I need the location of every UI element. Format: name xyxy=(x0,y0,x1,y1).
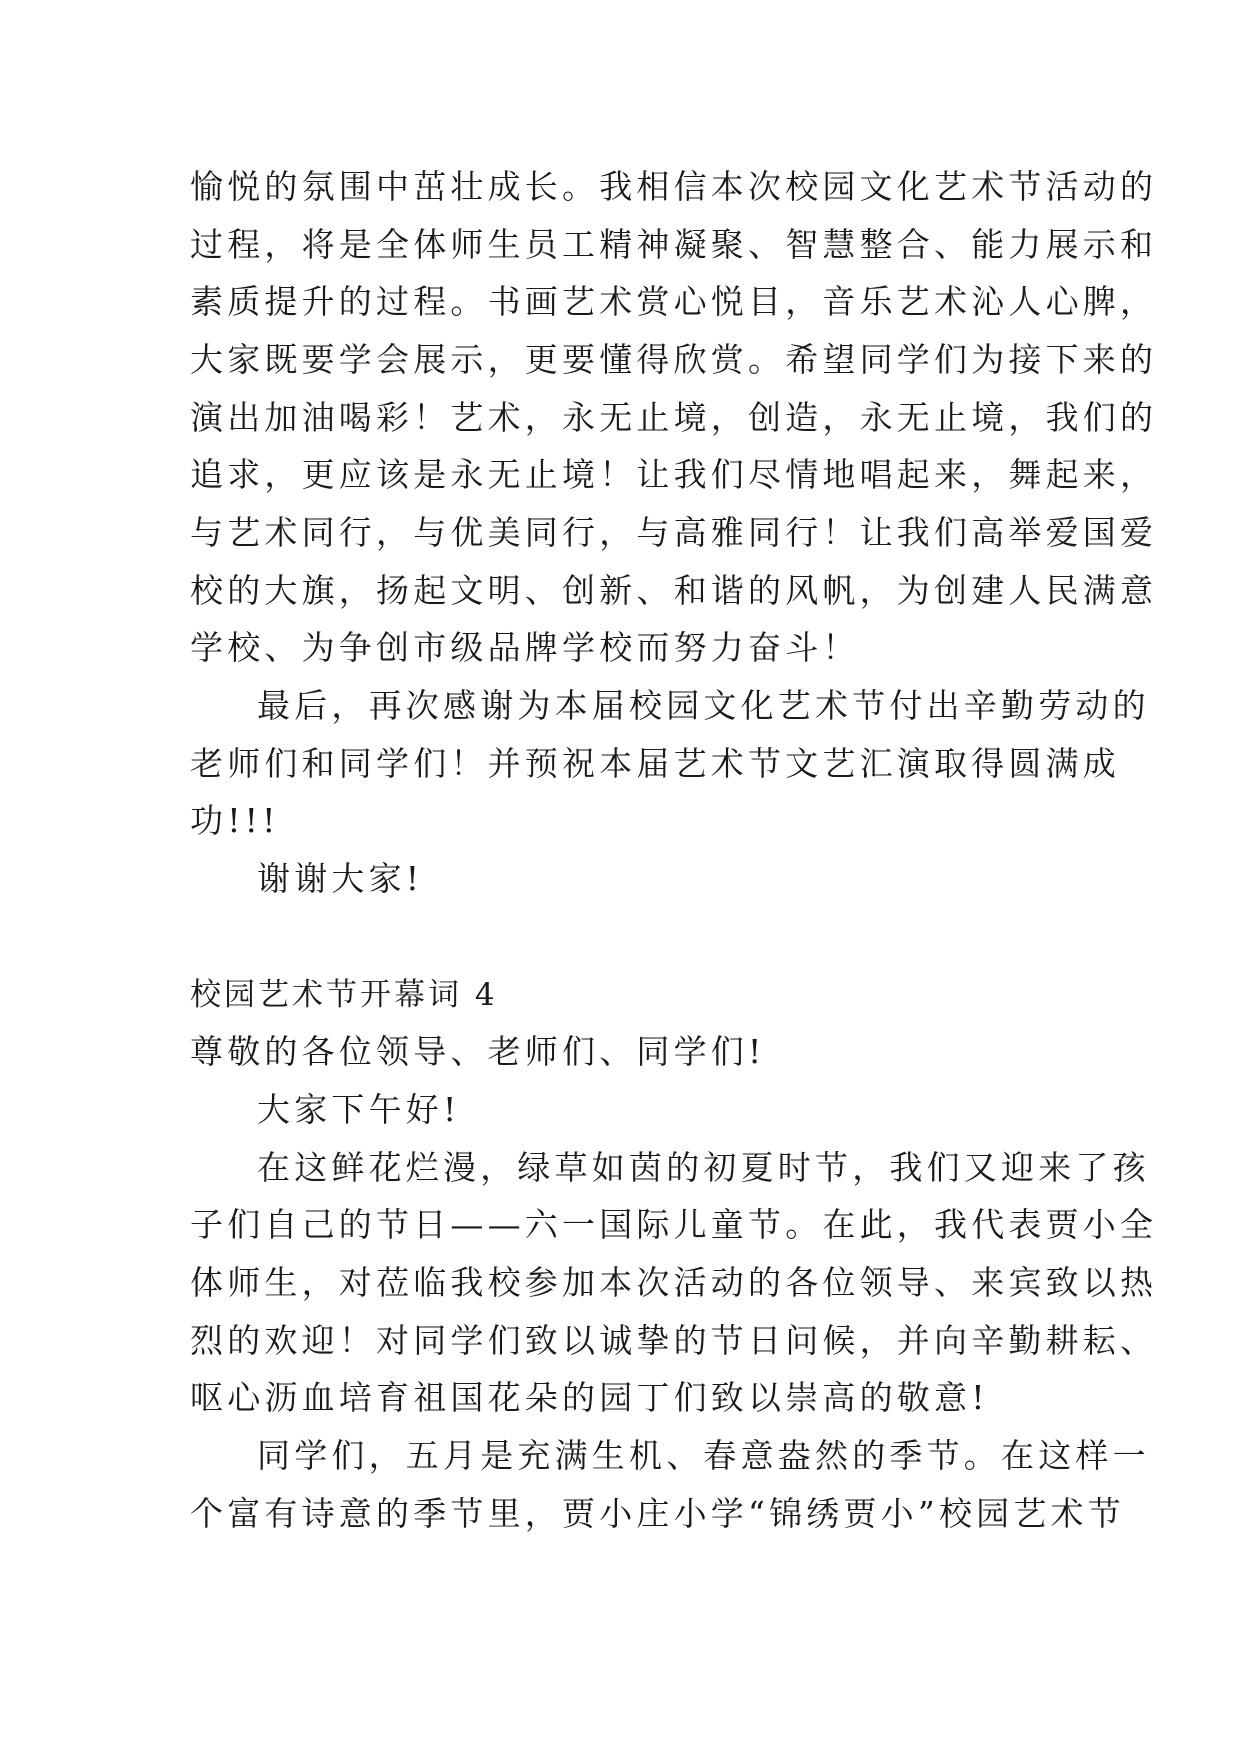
paragraph-start-line: 最后，再次感谢为本届校园文化艺术节付出辛勤劳动的 xyxy=(257,686,1150,725)
text-line: 愉悦的氛围中茁壮成长。我相信本次校园文化艺术节活动的 xyxy=(190,167,1158,206)
text-line: 素质提升的过程。书画艺术赏心悦目，音乐艺术沁人心脾， xyxy=(190,282,1158,321)
paragraph-start-line: 在这鲜花烂漫，绿草如茵的初夏时节，我们又迎来了孩 xyxy=(257,1148,1150,1187)
salutation: 尊敬的各位领导、老师们、同学们! xyxy=(190,1032,766,1071)
text-line: 学校、为争创市级品牌学校而努力奋斗！ xyxy=(190,628,860,667)
text-line: 功!!! xyxy=(190,801,280,840)
text-line: 校的大旗，扬起文明、创新、和谐的风帆，为创建人民满意 xyxy=(190,571,1158,610)
text-line: 烈的欢迎！对同学们致以诚挚的节日问候，并向辛勤耕耘、 xyxy=(190,1321,1158,1360)
text-line: 老师们和同学们！并预祝本届艺术节文艺汇演取得圆满成 xyxy=(190,744,1120,783)
greeting: 大家下午好! xyxy=(257,1090,461,1129)
closing-thanks: 谢谢大家! xyxy=(257,859,424,898)
text-line: 与艺术同行，与优美同行，与高雅同行！让我们高举爱国爱 xyxy=(190,513,1158,552)
text-line: 呕心沥血培育祖国花朵的园丁们致以崇高的敬意! xyxy=(190,1378,989,1417)
text-line: 过程，将是全体师生员工精神凝聚、智慧整合、能力展示和 xyxy=(190,225,1158,264)
paragraph-start-line: 同学们，五月是充满生机、春意盎然的季节。在这样一 xyxy=(257,1436,1150,1475)
text-line: 个富有诗意的季节里，贾小庄小学“锦绣贾小”校园艺术节 xyxy=(190,1494,1125,1533)
text-line: 演出加油喝彩！艺术，永无止境，创造，永无止境，我们的 xyxy=(190,398,1158,437)
text-line: 体师生，对莅临我校参加本次活动的各位领导、来宾致以热 xyxy=(190,1263,1158,1302)
text-line: 大家既要学会展示，更要懂得欣赏。希望同学们为接下来的 xyxy=(190,340,1158,379)
text-line: 子们自己的节日——六一国际儿童节。在此，我代表贾小全 xyxy=(190,1205,1158,1244)
text-line: 追求，更应该是永无止境！让我们尽情地唱起来，舞起来， xyxy=(190,455,1158,494)
section-heading: 校园艺术节开幕词 4 xyxy=(190,977,498,1013)
